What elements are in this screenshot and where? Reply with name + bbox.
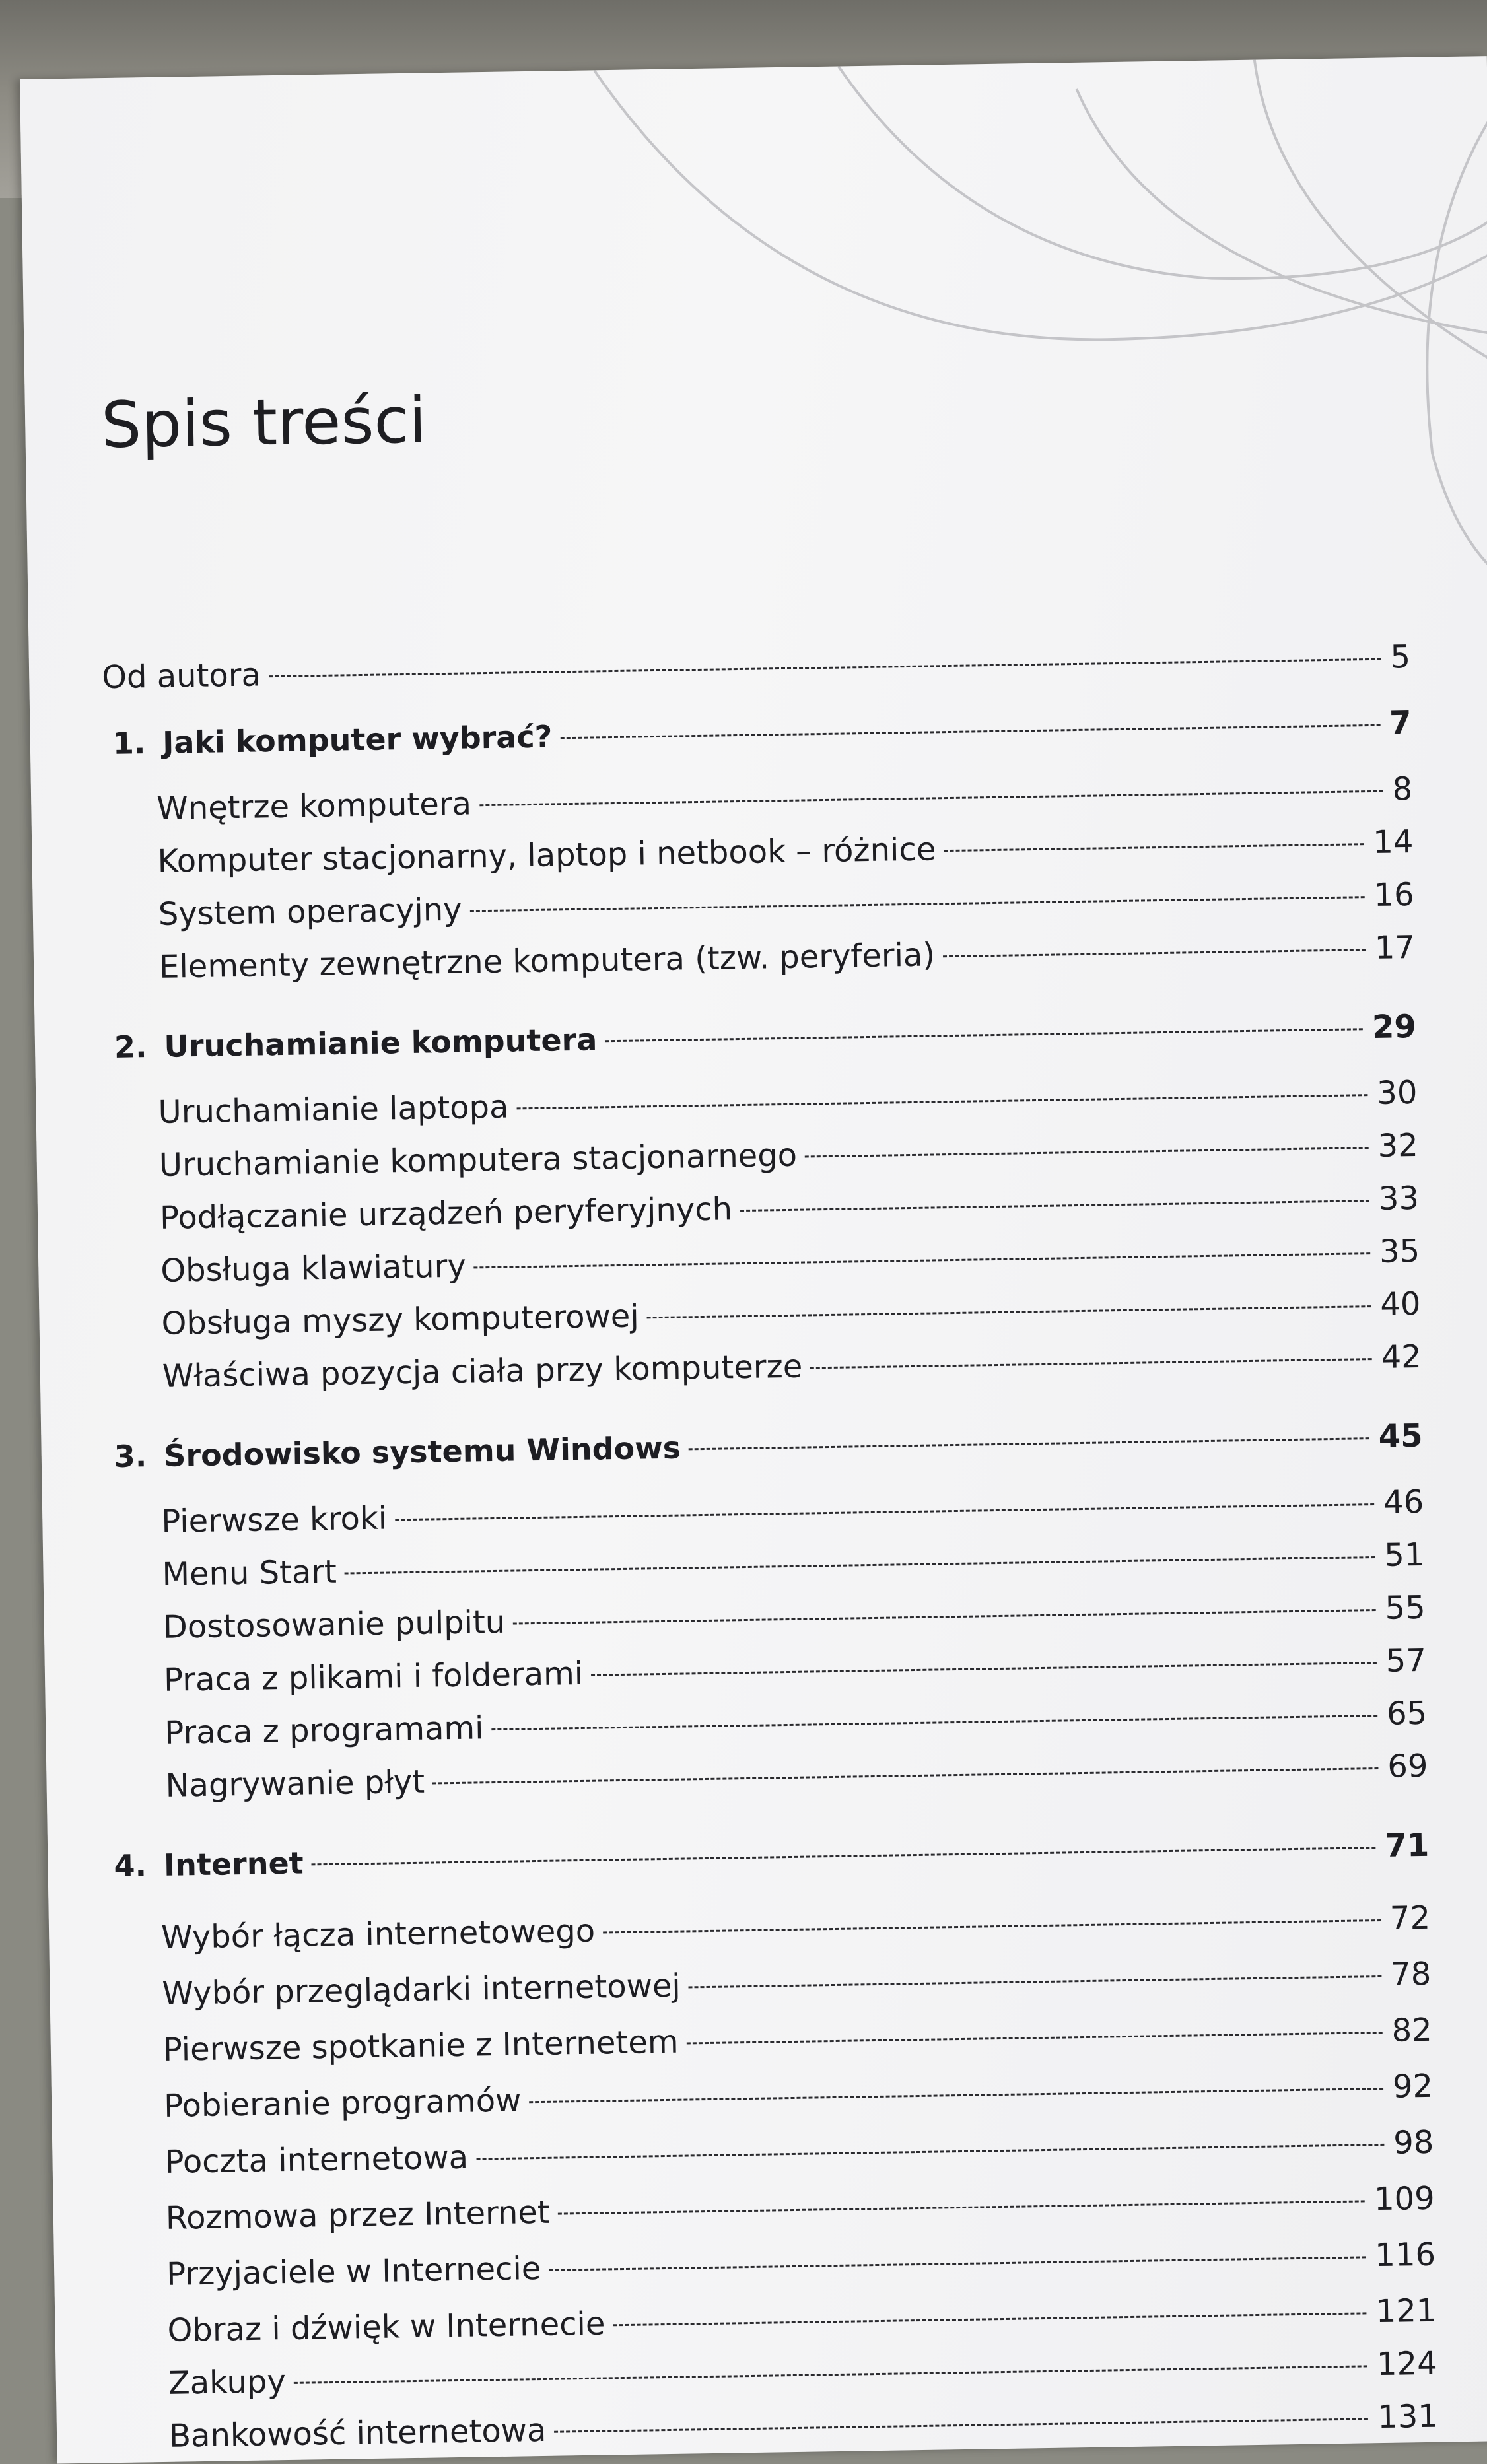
toc-page-number: 109 (1373, 2179, 1435, 2218)
dot-leader (312, 1847, 1376, 1865)
dot-leader (491, 1715, 1377, 1730)
toc-page-number: 8 (1392, 770, 1413, 808)
toc-entry (50, 2010, 1487, 2080)
toc-label: Właściwa pozycja ciała przy komputerze (162, 1348, 803, 1395)
toc-entry (49, 1898, 1487, 1968)
toc-label: Obraz i dźwięk w Internecie (167, 2305, 605, 2349)
toc-label: Elementy zewnętrzne komputera (tzw. peryferia) (158, 936, 936, 986)
toc-label: Rozmowa przez Internet (165, 2193, 551, 2237)
toc-page-number: 72 (1389, 1899, 1431, 1937)
dot-leader (395, 1503, 1374, 1521)
toc-label: Wybór łącza internetowego (160, 1912, 596, 1956)
toc-page-number: 98 (1393, 2123, 1434, 2162)
toc-page-number: 92 (1392, 2067, 1434, 2105)
toc-page-number: 116 (1374, 2236, 1436, 2275)
toc-entry (52, 2123, 1487, 2192)
toc-label: Od autora (101, 656, 261, 697)
toc-label: Wybór przeglądarki internetowej (162, 1967, 681, 2012)
dot-leader (943, 949, 1366, 957)
toc-page-number: 16 (1373, 875, 1415, 914)
dot-leader (560, 724, 1380, 739)
dot-leader (554, 2418, 1368, 2432)
toc-label: Praca z programami (164, 1709, 484, 1752)
toc-label: Uruchamianie komputera stacjonarnego (158, 1136, 798, 1184)
dot-leader (470, 896, 1365, 912)
dot-leader (689, 1437, 1369, 1450)
toc-page-number: 29 (1371, 1008, 1417, 1046)
toc-page-number: 35 (1379, 1232, 1420, 1270)
dot-leader (647, 1305, 1371, 1318)
chapter-number: 1. (112, 725, 146, 761)
dot-leader (613, 2312, 1366, 2326)
toc-page-number: 69 (1387, 1747, 1428, 1785)
dot-leader (810, 1358, 1371, 1369)
toc-label: Jaki komputer wybrać? (162, 718, 553, 761)
toc-label: Bankowość internetowa (168, 2411, 547, 2455)
toc-page-number: 124 (1376, 2344, 1438, 2383)
book-page (20, 56, 1487, 2463)
toc-label: Zakupy (168, 2363, 287, 2402)
toc-page-number: 55 (1385, 1589, 1426, 1627)
dot-leader (740, 1200, 1369, 1212)
toc-chapter (35, 1007, 1487, 1076)
toc-label: Nagrywanie płyt (165, 1763, 425, 1804)
dot-leader (269, 658, 1381, 677)
toc-label: Obsługa myszy komputerowej (161, 1297, 640, 1342)
dot-leader (476, 2144, 1384, 2160)
toc-label: Środowisko systemu Windows (163, 1429, 681, 1474)
dot-leader (432, 1767, 1378, 1784)
dot-leader (294, 2365, 1367, 2384)
toc-label: Dostosowanie pulpitu (162, 1603, 506, 1646)
toc-entry (50, 1954, 1487, 2024)
toc-label: Pobieranie programów (163, 2082, 522, 2125)
toc-label: Internet (163, 1845, 304, 1883)
toc-chapter (48, 1826, 1487, 1895)
toc-page-number: 5 (1390, 638, 1411, 676)
dot-leader (529, 2088, 1383, 2103)
toc-label: Poczta internetowa (164, 2139, 469, 2181)
page-title: Spis treści (100, 383, 427, 463)
dot-leader (479, 790, 1383, 807)
toc-label: Pierwsze kroki (160, 1499, 388, 1540)
dot-leader (805, 1147, 1369, 1157)
toc-page-number: 14 (1372, 823, 1414, 861)
dot-leader (689, 1975, 1382, 1988)
toc-entry (53, 2179, 1487, 2248)
dot-leader (549, 2256, 1366, 2271)
toc-page-number: 46 (1383, 1483, 1424, 1521)
dot-leader (516, 1094, 1367, 1109)
toc-entry (54, 2235, 1487, 2304)
toc-page-number: 82 (1391, 2011, 1433, 2049)
chapter-number: 2. (114, 1029, 147, 1065)
toc-label: Pierwsze spotkanie z Internetem (162, 2023, 679, 2069)
dot-leader (345, 1556, 1375, 1575)
toc-label: Praca z plikami i folderami (163, 1655, 584, 1699)
chapter-number: 3. (114, 1438, 147, 1475)
dot-leader (591, 1662, 1377, 1676)
toc-label: Przyjaciele w Internecie (166, 2250, 541, 2293)
decorative-arcs (20, 56, 1487, 676)
toc-page-number: 17 (1374, 928, 1416, 967)
dot-leader (605, 1028, 1363, 1042)
dot-leader (603, 1919, 1381, 1934)
toc-page-number: 78 (1390, 1955, 1432, 1993)
toc-page-number: 131 (1377, 2397, 1439, 2436)
toc-page-number: 57 (1385, 1641, 1427, 1680)
toc-page-number: 40 (1379, 1285, 1421, 1323)
toc-page-number: 65 (1386, 1694, 1428, 1732)
dot-leader (686, 2032, 1382, 2045)
toc-label: Obsługa klawiatury (160, 1247, 467, 1289)
toc-page-number: 33 (1378, 1179, 1420, 1217)
chapter-number: 4. (114, 1847, 147, 1884)
toc-label: Uruchamianie komputera (164, 1021, 598, 1064)
dot-leader (944, 843, 1364, 852)
toc-page-number: 45 (1378, 1417, 1423, 1455)
toc-page-number: 42 (1381, 1338, 1422, 1376)
toc-page-number: 121 (1375, 2292, 1437, 2331)
toc-page-number: 71 (1385, 1826, 1430, 1865)
toc-page-number: 32 (1377, 1126, 1419, 1165)
dot-leader (558, 2200, 1365, 2214)
toc-label: Menu Start (162, 1553, 337, 1593)
toc-label: Uruchamianie laptopa (158, 1088, 509, 1131)
toc-page-number: 51 (1383, 1536, 1425, 1574)
toc-label: Podłączanie urządzeń peryferyjnych (159, 1190, 733, 1237)
toc-chapter (30, 703, 1487, 772)
toc-entry (52, 2067, 1487, 2136)
toc-label: Komputer stacjonarny, laptop i netbook – różnice (157, 831, 936, 880)
toc-chapter (41, 1416, 1487, 1486)
toc-page-number: 30 (1376, 1074, 1418, 1112)
toc-page-number: 7 (1389, 704, 1412, 742)
toc-label: System operacyjny (158, 891, 463, 933)
dot-leader (513, 1609, 1375, 1625)
toc-label: Wnętrze komputera (156, 785, 472, 827)
dot-leader (474, 1252, 1370, 1268)
